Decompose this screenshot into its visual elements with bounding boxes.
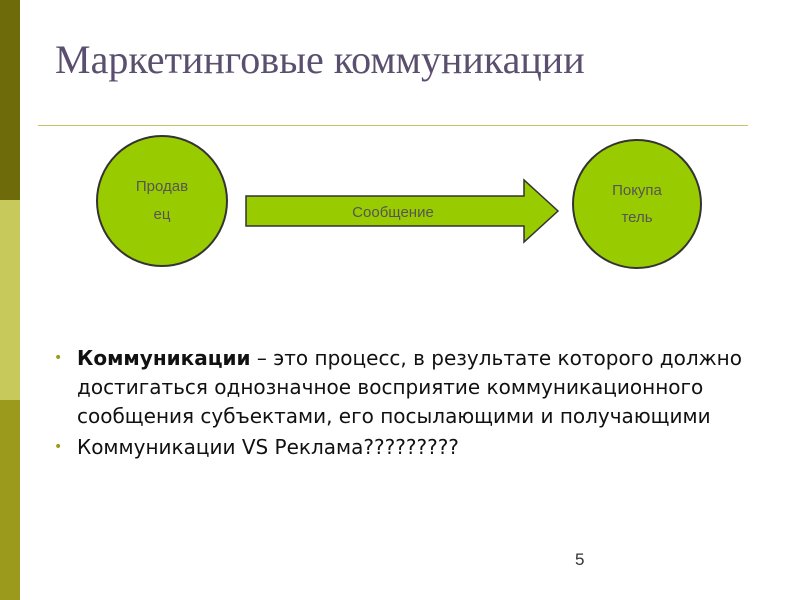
page-number: 5 <box>575 550 585 569</box>
buyer-label-line2: тель <box>621 209 653 226</box>
buyer-label-line1: Покупа <box>612 182 662 199</box>
seller-label-line2: ец <box>153 206 171 223</box>
bullet-list <box>48 344 768 464</box>
slide-title: Маркетинговые коммуникации <box>55 37 585 82</box>
message-label: Сообщение <box>352 204 434 221</box>
buyer-node <box>573 140 701 268</box>
bullet-term: Коммуникации <box>77 346 251 370</box>
seller-label-line1: Продав <box>135 178 189 195</box>
seller-node <box>97 136 227 266</box>
bullet-dot-icon: • <box>54 350 63 366</box>
bullet-item-question <box>48 433 768 462</box>
bullet-definition-text: – это процесс, в результате которого должно достигаться однозначное восприятие коммуникационного сообщения субъектами, его посылающими и получающими <box>77 346 742 428</box>
bullet-dot-icon: • <box>54 439 63 455</box>
message-arrow <box>246 180 558 242</box>
bullet-question-text: Коммуникации VS Реклама????????? <box>77 435 459 459</box>
bullet-item-definition <box>48 344 768 431</box>
